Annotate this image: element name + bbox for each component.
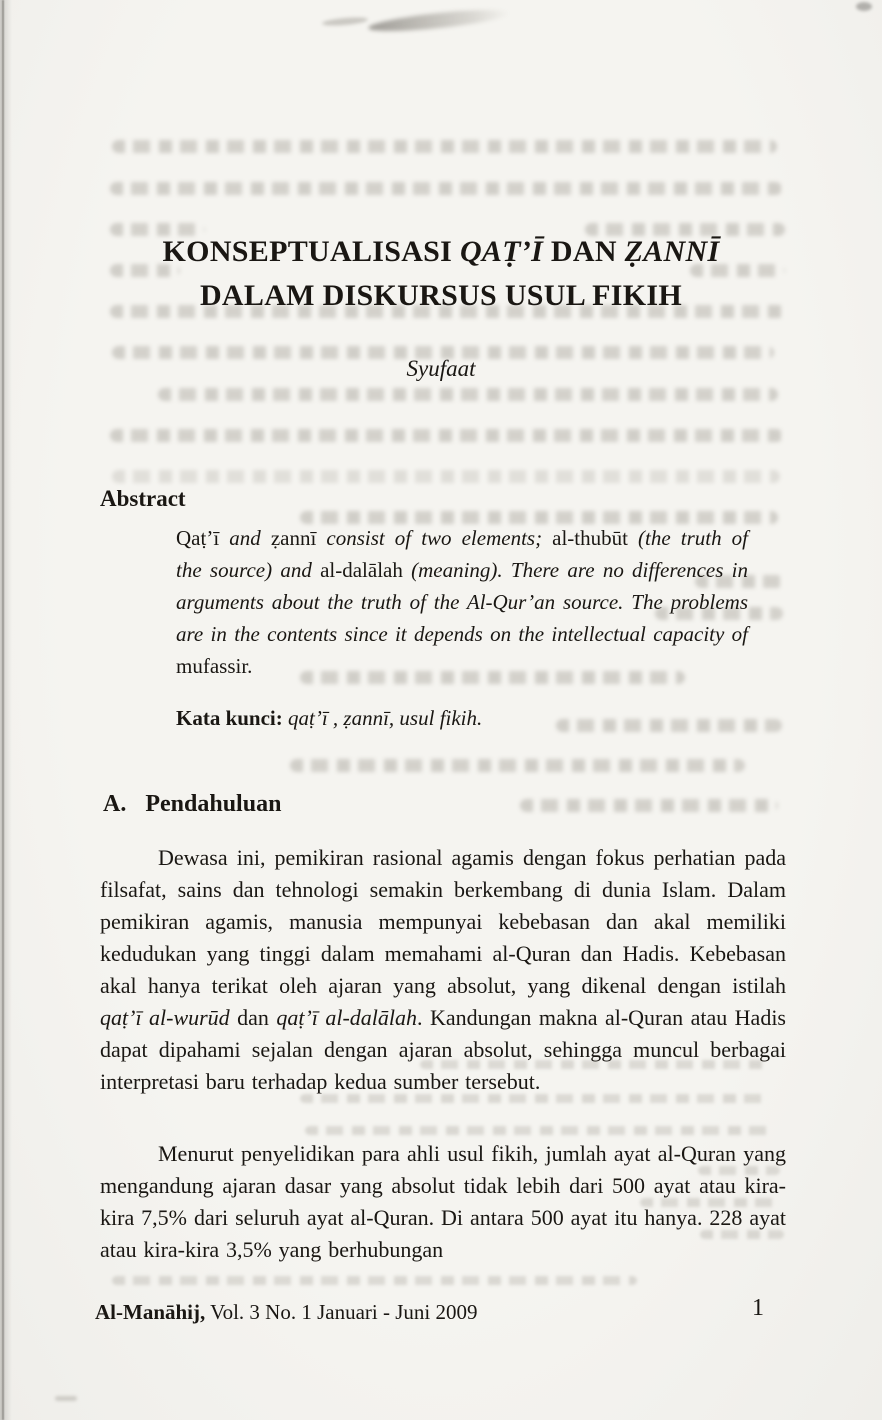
bleed-through-line: [520, 799, 778, 812]
title-line1-conjunction: DAN: [543, 235, 625, 268]
bleed-through-line: [158, 388, 778, 401]
keywords-label: Kata kunci:: [176, 706, 283, 730]
abstract-italic-text: (the truth of the source) and: [176, 526, 748, 582]
article-title: [60, 230, 822, 318]
abstract-term: al-thubūt: [552, 526, 639, 550]
abstract-italic-text: and: [229, 526, 271, 550]
bleed-through-line: [110, 182, 782, 195]
bleed-through-line: [112, 470, 780, 483]
author-name: Syufaat: [406, 356, 476, 381]
scan-speck: [55, 1396, 77, 1401]
section-heading: [103, 791, 281, 818]
abstract-italic-text: (meaning). There are no differences in arguments about the truth of the Al-Qur’an source. The problems are in the contents since it depends on the intellectual capacity of: [176, 558, 748, 646]
title-term-qati: QAṬ’Ī: [459, 235, 544, 268]
journal-name: Al-Manāhij,: [95, 1300, 206, 1324]
bleed-through-line: [110, 429, 783, 442]
bleed-through-line: [290, 759, 745, 772]
title-term-zanni: ẒANNĪ: [624, 235, 720, 268]
page-number: 1: [752, 1295, 764, 1321]
arabic-term: qaṭ’ī al-dalālah: [276, 1005, 418, 1030]
pencil-smudge-tail: [322, 16, 368, 27]
abstract-term: al-dalālah: [320, 558, 412, 582]
bleed-through-line: [112, 140, 777, 153]
scan-speck: [856, 2, 872, 11]
journal-footer: [95, 1300, 477, 1325]
abstract-heading: Abstract: [100, 486, 186, 511]
journal-issue: Vol. 3 No. 1 Januari - Juni 2009: [205, 1300, 478, 1324]
abstract-text: [176, 522, 748, 682]
scan-edge-line: [2, 0, 4, 1420]
title-line1-text: KONSEPTUALISASI: [162, 235, 460, 268]
bleed-through-line: [112, 1276, 637, 1285]
abstract-term: Qaṭ’ī: [176, 526, 230, 550]
paragraph-text: dan: [229, 1005, 277, 1030]
keywords-terms: qaṭ’ī , ẓannī, usul fikih.: [288, 706, 483, 730]
bleed-through-line: [305, 1126, 770, 1135]
paragraph-1: [100, 842, 786, 1098]
abstract-term: mufassir.: [176, 654, 253, 678]
paragraph-text: . Kandungan makna al-Quran atau Hadis dapat dipahami sejalan dengan ajaran absolut, sehingga muncul berbagai interpretasi baru terhadap kedua sumber tersebut.: [100, 1005, 786, 1094]
paragraph-2: Menurut penyelidikan para ahli usul fikih, jumlah ayat al-Quran yang mengandung ajaran dasar yang absolut tidak lebih dari 500 ayat atau kira-kira 7,5% dari seluruh ayat al-Quran. Di antara 500 ayat itu hanya. 228 ayat atau kira-kira 3,5% yang berhubungan: [100, 1141, 786, 1262]
arabic-term: qaṭ’ī al-wurūd: [100, 1005, 230, 1030]
section-title: Pendahuluan: [145, 791, 282, 817]
bleed-through-line: [556, 719, 782, 732]
paragraph-text: Dewasa ini, pemikiran rasional agamis dengan fokus perhatian pada filsafat, sains dan tehnologi semakin berkembang di dunia Islam. Dalam pemikiran agamis, manusia mempunyai kebebasan dan akal memiliki kedudukan yang tinggi dalam memahami al-Quran dan Hadis. Kebebasan akal hanya terikat oleh ajaran yang absolut, yang dikenal dengan istilah: [100, 845, 786, 998]
pencil-smudge: [368, 6, 511, 36]
title-line2: DALAM DISKURSUS USUL FIKIH: [199, 279, 683, 312]
abstract-italic-text: consist of two elements;: [326, 526, 553, 550]
abstract-term: ẓannī: [270, 526, 327, 550]
section-letter: A.: [103, 791, 127, 817]
keywords-line: [176, 706, 482, 731]
